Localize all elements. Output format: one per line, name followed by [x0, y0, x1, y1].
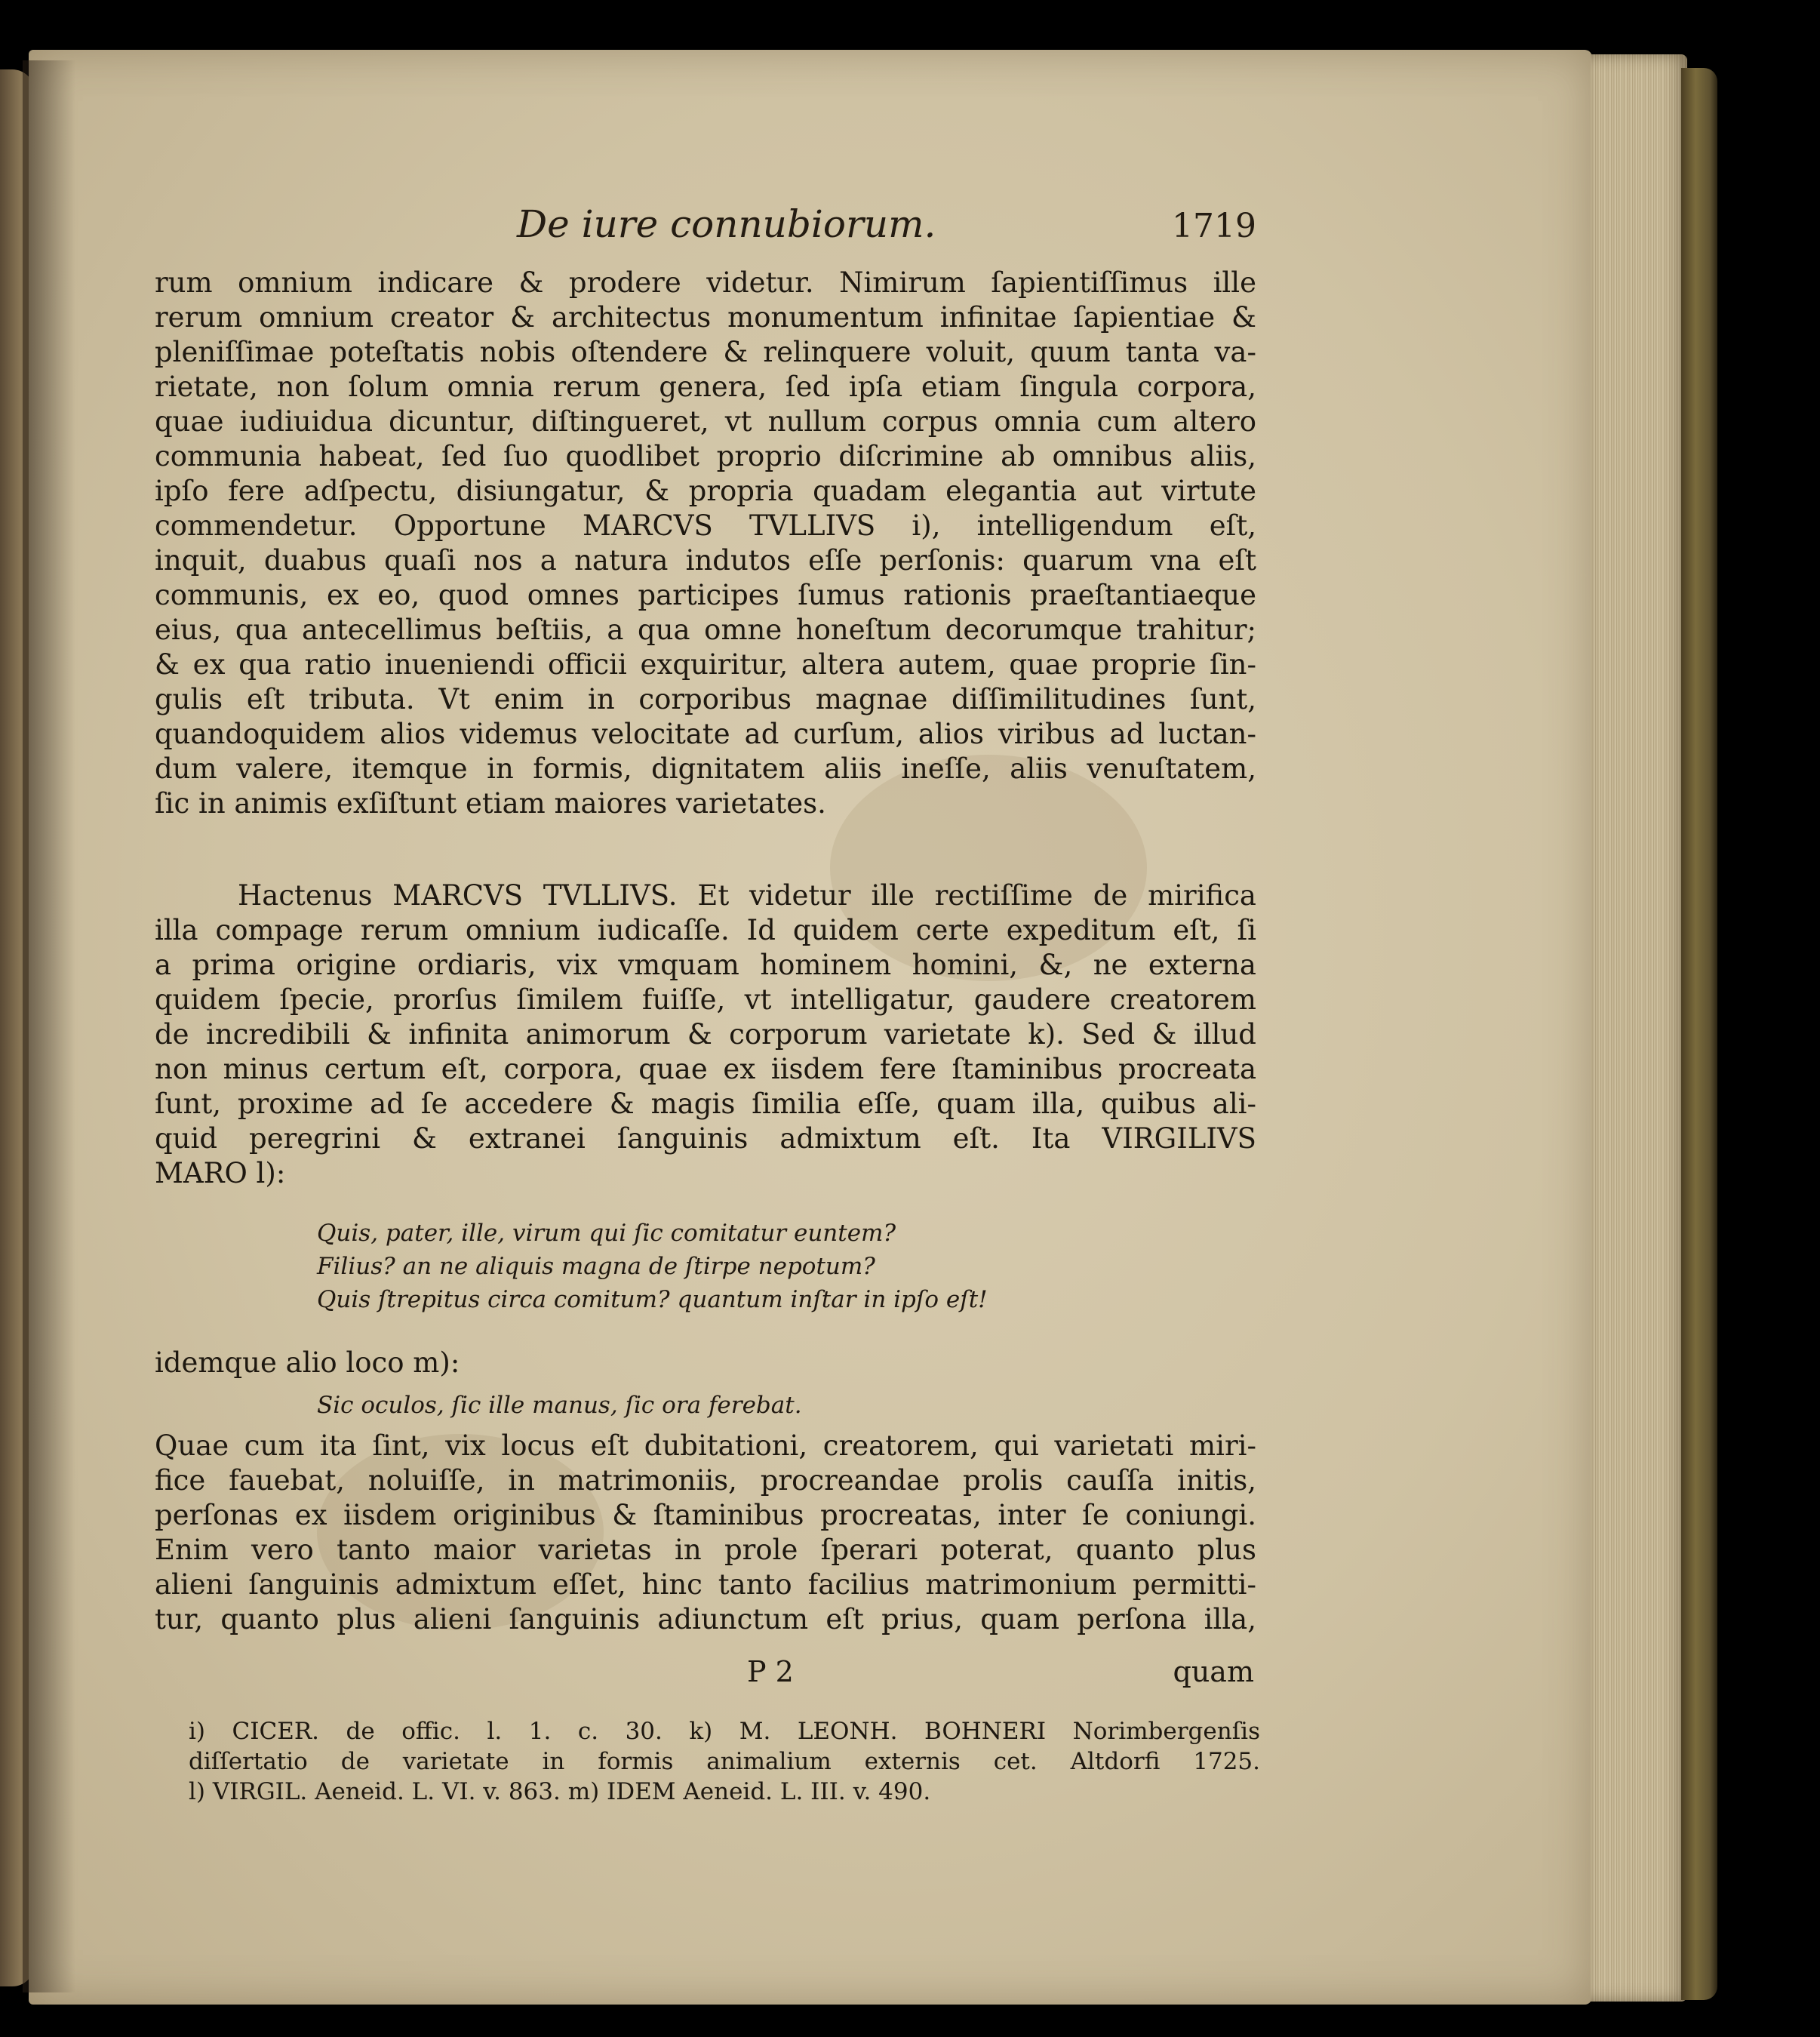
text-line: ipſo fere adſpectu, disiungatur, & propria quadam elegantia aut virtute [155, 475, 1256, 507]
footnote-line: i) CICER. de offic. l. 1. c. 30. k) M. LEONH. BOHNERI Norimbergenſis [189, 1718, 1260, 1745]
text-line: tur, quanto plus alieni ſanguinis adiunctum eſt prius, quam perſona illa, [155, 1603, 1256, 1635]
verse-line: Quis, pater, ille, virum qui ſic comitatur euntem? [317, 1220, 896, 1247]
running-head [517, 202, 1256, 255]
page-block-edges [1591, 54, 1687, 2002]
text-line: dum valere, itemque in formis, dignitatem aliis ineſſe, aliis venuſtatem, [155, 752, 1256, 785]
text-line: Enim vero tanto maior varietas in prole ſperari poterat, quanto plus [155, 1534, 1256, 1566]
text-line: a prima origine ordiaris, vix vmquam hominem homini, &, ne externa [155, 949, 1256, 981]
text-line: Quae cum ita ſint, vix locus eſt dubitationi, creatorem, qui varietati miri- [155, 1429, 1256, 1462]
text-line: quandoquidem alios videmus velocitate ad curſum, alios viribus ad luctan- [155, 718, 1256, 750]
catchword: quam [1173, 1655, 1254, 1688]
text-line: quid peregrini & extranei ſanguinis admixtum eſt. Ita VIRGILIVS [155, 1122, 1256, 1155]
text-line: illa compage rerum omnium iudicaſſe. Id quidem certe expeditum eſt, ſi [155, 914, 1256, 946]
idem-line-block [155, 1346, 1256, 1380]
book-cover-edge [1681, 68, 1717, 2000]
text-line: pleniſſimae poteſtatis nobis oſtendere & relinquere voluit, quum tanta va- [155, 336, 1256, 368]
text-line: eius, qua antecellimus beſtiis, a qua omne honeſtum decorumque trahitur; [155, 614, 1256, 646]
text-line: commendetur. Opportune MARCVS TVLLIVS i), intelligendum eſt, [155, 509, 1256, 542]
footnotes [189, 1716, 1260, 1807]
text-line: non minus certum eſt, corpora, quae ex iisdem fere ſtaminibus procreata [155, 1053, 1256, 1085]
verse-line: Filius? an ne aliquis magna de ſtirpe nepotum? [317, 1253, 875, 1280]
paragraph-3 [155, 1429, 1256, 1637]
text-line: Hactenus MARCVS TVLLIVS. Et videtur ille rectiſſime de mirifica [238, 879, 1256, 912]
text-line: communia habeat, ſed ſuo quodlibet proprio diſcrimine ab omnibus aliis, [155, 440, 1256, 472]
text-line: communis, ex eo, quod omnes participes ſumus rationis praeſtantiaeque [155, 579, 1256, 611]
paragraph-2 [155, 878, 1256, 1191]
verse-quotation-2 [155, 1389, 1256, 1422]
text-line: quidem ſpecie, prorſus ſimilem fuiſſe, vt intelligatur, gaudere creatorem [155, 983, 1256, 1016]
page-gutter-shadow [23, 60, 75, 1992]
text-line: rerum omnium creator & architectus monumentum infinitae ſapientiae & [155, 301, 1256, 334]
text-line: de incredibili & infinita animorum & corporum varietate k). Sed & illud [155, 1018, 1256, 1051]
verse-quotation-1 [155, 1217, 1256, 1316]
text-line: perſonas ex iisdem originibus & ſtaminibus procreatas, inter ſe coniungi. [155, 1499, 1256, 1531]
text-line: ſunt, proxime ad ſe accedere & magis ſimilia eſſe, quam illa, quibus ali- [155, 1088, 1256, 1120]
text-line: fice fauebat, noluiſſe, in matrimoniis, procreandae prolis cauſſa initis, [155, 1464, 1256, 1497]
text-line: rum omnium indicare & prodere videtur. Nimirum ſapientiſſimus ille [155, 266, 1256, 299]
text-line: rietate, non ſolum omnia rerum genera, ſed ipſa etiam ſingula corpora, [155, 371, 1256, 403]
footnote-line: diſſertatio de varietate in formis animalium externis cet. Altdorfi 1725. [189, 1748, 1260, 1775]
signature-mark: P 2 [747, 1655, 794, 1688]
running-title: De iure connubiorum. [517, 202, 936, 246]
text-line: inquit, duabus quaſi nos a natura indutos eſſe perſonis: quarum vna eſt [155, 544, 1256, 577]
footnote-line: l) VIRGIL. Aeneid. L. VI. v. 863. m) IDEM Aeneid. L. III. v. 490. [189, 1778, 931, 1805]
verse-line: Sic oculos, ſic ille manus, ſic ora ferebat. [317, 1392, 802, 1419]
page-number: 1719 [1172, 207, 1256, 245]
text-line: ſic in animis exſiſtunt etiam maiores varietates. [155, 787, 826, 820]
paragraph-1 [155, 266, 1256, 821]
text-line: & ex qua ratio inueniendi officii exquiritur, altera autem, quae proprie ſin- [155, 648, 1256, 681]
text-line: MARO l): [155, 1157, 286, 1189]
text-line: quae iudiuidua dicuntur, diſtingueret, vt nullum corpus omnia cum altero [155, 405, 1256, 438]
text-line: idemque alio loco m): [155, 1346, 460, 1379]
text-line: alieni ſanguinis admixtum eſſet, hinc tanto facilius matrimonium permitti- [155, 1568, 1256, 1601]
text-line: gulis eſt tributa. Vt enim in corporibus magnae diſſimilitudines ſunt, [155, 683, 1256, 715]
verse-line: Quis ſtrepitus circa comitum? quantum inſtar in ipſo eſt! [317, 1286, 988, 1313]
